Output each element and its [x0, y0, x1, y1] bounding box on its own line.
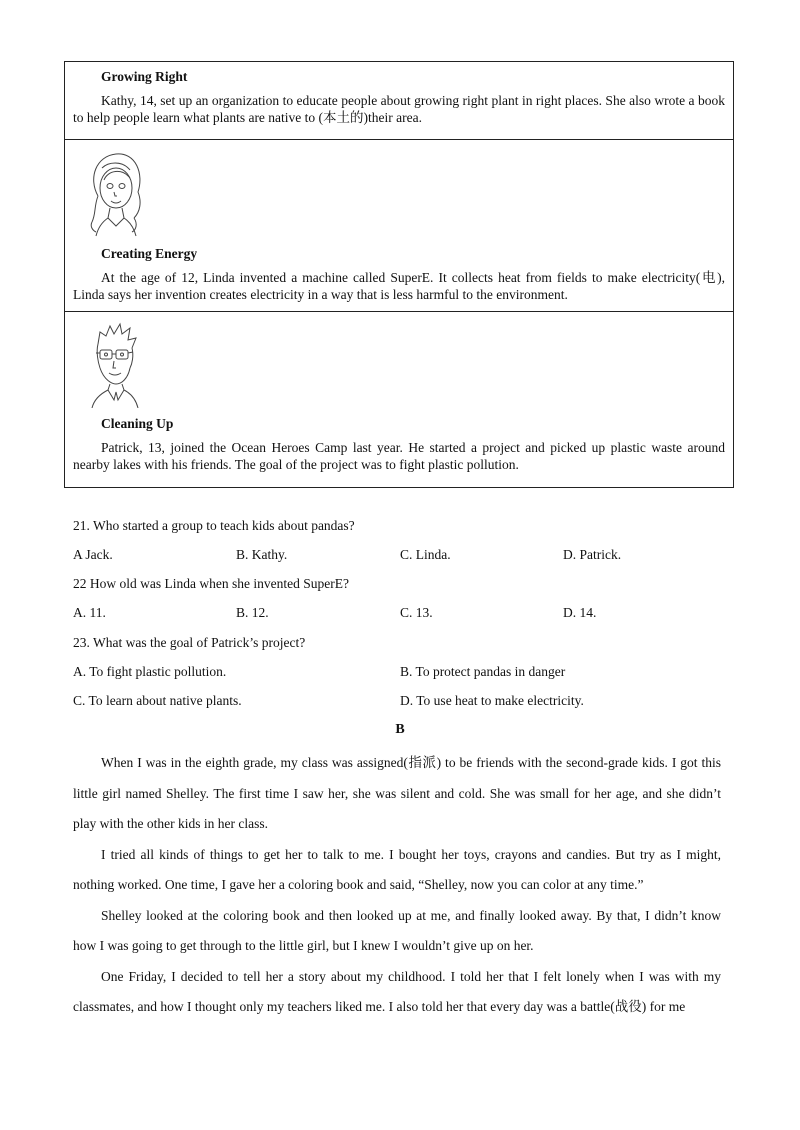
option-21-b: B. Kathy. — [236, 547, 288, 562]
option-23-a: A. To fight plastic pollution. — [73, 664, 227, 679]
option-21-a: A Jack. — [73, 547, 113, 562]
question-stem-22: 22 How old was Linda when she invented SuperE? — [73, 576, 349, 591]
profile-row-patrick — [65, 311, 733, 487]
passage-paragraph: One Friday, I decided to tell her a story about my childhood. I told her that I felt lonely when I was with my classmates, and how I thought only my teachers liked me. I also told her that every day was a battle(战役) for me — [73, 968, 721, 1014]
boy-portrait-icon — [78, 318, 148, 408]
option-22-d: D. 14. — [563, 605, 597, 620]
option-23-d: D. To use heat to make electricity. — [400, 693, 584, 708]
option-23-b: B. To protect pandas in danger — [400, 664, 566, 679]
question-stem-23: 23. What was the goal of Patrick’s project? — [73, 635, 306, 650]
profile-text: At the age of 12, Linda invented a machine called SuperE. It collects heat from fields to make electricity(电), Linda says her invention creates electricity in a way that is less harmful to the environment. — [73, 270, 725, 302]
option-22-b: B. 12. — [236, 605, 269, 620]
option-23-c: C. To learn about native plants. — [73, 693, 242, 708]
passage-paragraph: Shelley looked at the coloring book and then looked up at me, and finally looked away. By that, I didn’t know how I was going to get through to the little girl, but I knew I wouldn’t give up on her. — [73, 907, 721, 953]
profile-row-linda — [65, 139, 733, 311]
profile-title: Cleaning Up — [101, 416, 174, 431]
passage-paragraph: When I was in the eighth grade, my class was assigned(指派) to be friends with the second-grade kids. I got this little girl named Shelley. The first time I saw her, she was silent and cold. She was small for her age, and she didn’t play with the other kids in her class. — [73, 755, 721, 831]
profile-text: Patrick, 13, joined the Ocean Heroes Camp last year. He started a project and picked up plastic waste around nearby lakes with his friends. The goal of the project was to fight plastic pollution. — [73, 440, 725, 472]
option-21-c: C. Linda. — [400, 547, 451, 562]
section-heading: B — [395, 722, 405, 737]
option-21-d: D. Patrick. — [563, 547, 622, 562]
question-stem-21: 21. Who started a group to teach kids about pandas? — [73, 518, 355, 533]
option-22-c: C. 13. — [400, 605, 433, 620]
profile-title: Creating Energy — [101, 246, 198, 261]
passage-paragraph: I tried all kinds of things to get her to talk to me. I bought her toys, crayons and candies. But try as I might, nothing worked. One time, I gave her a coloring book and said, “Shelley, now you can color at any time.” — [73, 846, 721, 892]
profile-title: Growing Right — [101, 69, 188, 84]
option-22-a: A. 11. — [73, 605, 106, 620]
profile-text: Kathy, 14, set up an organization to educate people about growing right plant in right places. She also wrote a book to help people learn what plants are native to (本土的)their area. — [73, 93, 725, 125]
passage-b — [73, 748, 721, 1023]
profile-row-kathy — [65, 62, 733, 139]
profiles-table — [64, 61, 734, 488]
girl-portrait-icon — [78, 148, 148, 238]
